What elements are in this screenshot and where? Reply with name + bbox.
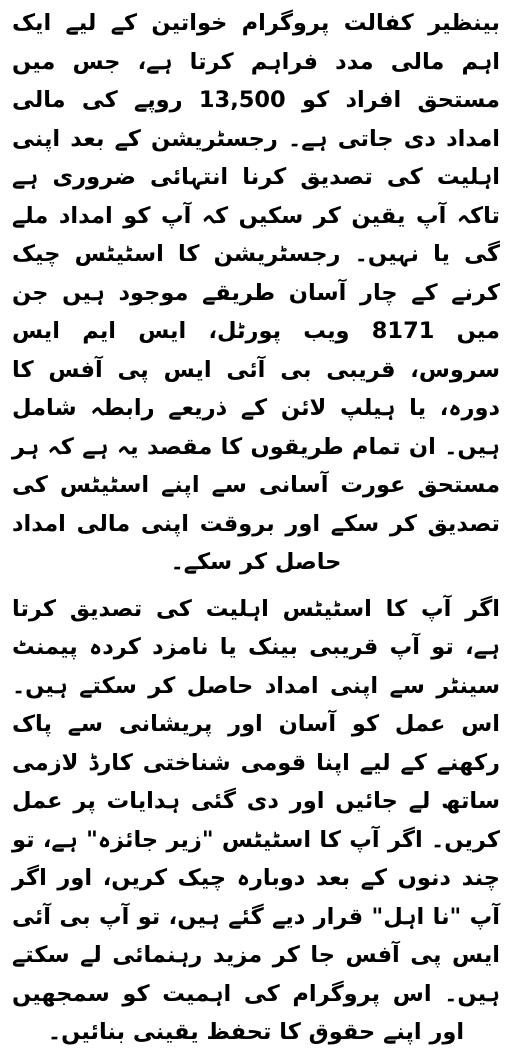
paragraph-registration-status: بینظیر کفالت پروگرام خواتین کے لیے ایک اہم مالی مدد فراہم کرتا ہے، جس میں مستحق افراد کو 13,500 روپے کی مالی امداد دی جاتی ہے۔ رجسٹریشن کے بعد اپنی اہلیت کی تصدیق کرنا انتہائی ضروری ہے تاکہ آپ یقین کر سکیں کہ آپ کو امداد ملے گی یا نہیں۔ رجسٹریشن کا اسٹیٹس چیک کرنے کے چار آسان طریقے موجود ہیں جن میں 8171 ویب پورٹل، ایس ایم ایس سروس، قریبی بی آئی ایس پی آفس کا دورہ، یا ہیلپ لائن کے ذریعے رابطہ شامل ہیں۔ ان تمام طریقوں کا مقصد یہ ہے کہ ہر مستحق عورت آسانی سے اپنے اسٹیٹس کی تصدیق کر سکے اور بروقت اپنی مالی امداد حاصل کر سکے۔ [12, 10, 500, 575]
paragraph-receiving-aid: اگر آپ کا اسٹیٹس اہلیت کی تصدیق کرتا ہے، تو آپ قریبی بینک یا نامزد کردہ پیمنٹ سینٹر سے اپنی امداد حاصل کر سکتے ہیں۔ اس عمل کو آسان اور پریشانی سے پاک رکھنے کے لیے اپنا قومی شناختی کارڈ لازمی ساتھ لے جائیں اور دی گئی ہدایات پر عمل کریں۔ اگر آپ کا اسٹیٹس "زیر جائزہ" ہے، تو چند دنوں کے بعد دوبارہ چیک کریں، اور اگر آپ "نا اہل" قرار دیے گئے ہیں، تو آپ بی آئی ایس پی آفس جا کر مزید رہنمائی لے سکتے ہیں۔ اس پروگرام کی اہمیت کو سمجھیں اور اپنے حقوق کا تحفظ یقینی بنائیں۔ [12, 595, 500, 1045]
